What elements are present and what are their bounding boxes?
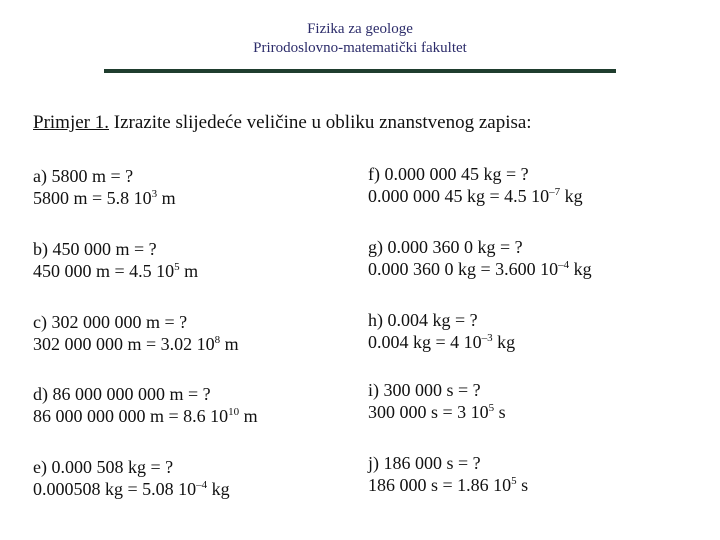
item-a [33,165,176,209]
course-title: Fizika za geologe [307,21,413,37]
item-i-question: i) 300 000 s = ? [368,380,481,400]
item-d-answer: 86 000 000 000 m = 8.6 $10^{10}$ m [33,406,258,426]
slide-header [0,20,720,58]
item-h-answer: 0.004 kg = 4 $10^{-3}$ kg [368,332,516,352]
item-f-answer: 0.000 000 45 kg = 4.5 $10^{-7}$ kg [368,186,583,206]
item-i [368,379,506,423]
item-e-question: e) 0.000 508 kg = ? [33,457,174,477]
item-j [368,452,528,496]
item-d [33,383,258,427]
item-c [33,311,239,355]
example-instruction: Izrazite slijedeće veličine u obliku znanstvenog zapisa: [109,112,532,133]
item-g [368,236,592,280]
item-h-question: h) 0.004 kg = ? [368,310,478,330]
item-c-answer: 302 000 000 m = 3.02 $10^8$ m [33,334,239,354]
header-divider [104,69,616,73]
item-b-question: b) 450 000 m = ? [33,239,157,259]
item-e [33,456,230,500]
faculty-name: Prirodoslovno-matematički fakultet [253,40,467,56]
item-f-question: f) 0.000 000 45 kg = ? [368,164,529,184]
item-b-answer: 450 000 m = 4.5 $10^5$ m [33,261,199,281]
item-a-answer: 5800 m = 5.8 $10^3$ m [33,188,176,208]
example-label: Primjer 1. [33,112,109,133]
example-intro [33,112,532,134]
item-g-question: g) 0.000 360 0 kg = ? [368,237,523,257]
item-j-question: j) 186 000 s = ? [368,453,481,473]
item-a-question: a) 5800 m = ? [33,166,134,186]
item-g-answer: 0.000 360 0 kg = 3.600 $10^{-4}$ kg [368,259,592,279]
item-b [33,238,198,282]
item-j-answer: 186 000 s = 1.86 $10^5$ s [368,475,529,495]
item-f [368,163,583,207]
item-h [368,309,515,353]
item-e-answer: 0.000508 kg = 5.08 $10^{-4}$ kg [33,479,230,499]
item-i-answer: 300 000 s = 3 $10^5$ s [368,402,506,422]
item-d-question: d) 86 000 000 000 m = ? [33,384,211,404]
item-c-question: c) 302 000 000 m = ? [33,312,188,332]
